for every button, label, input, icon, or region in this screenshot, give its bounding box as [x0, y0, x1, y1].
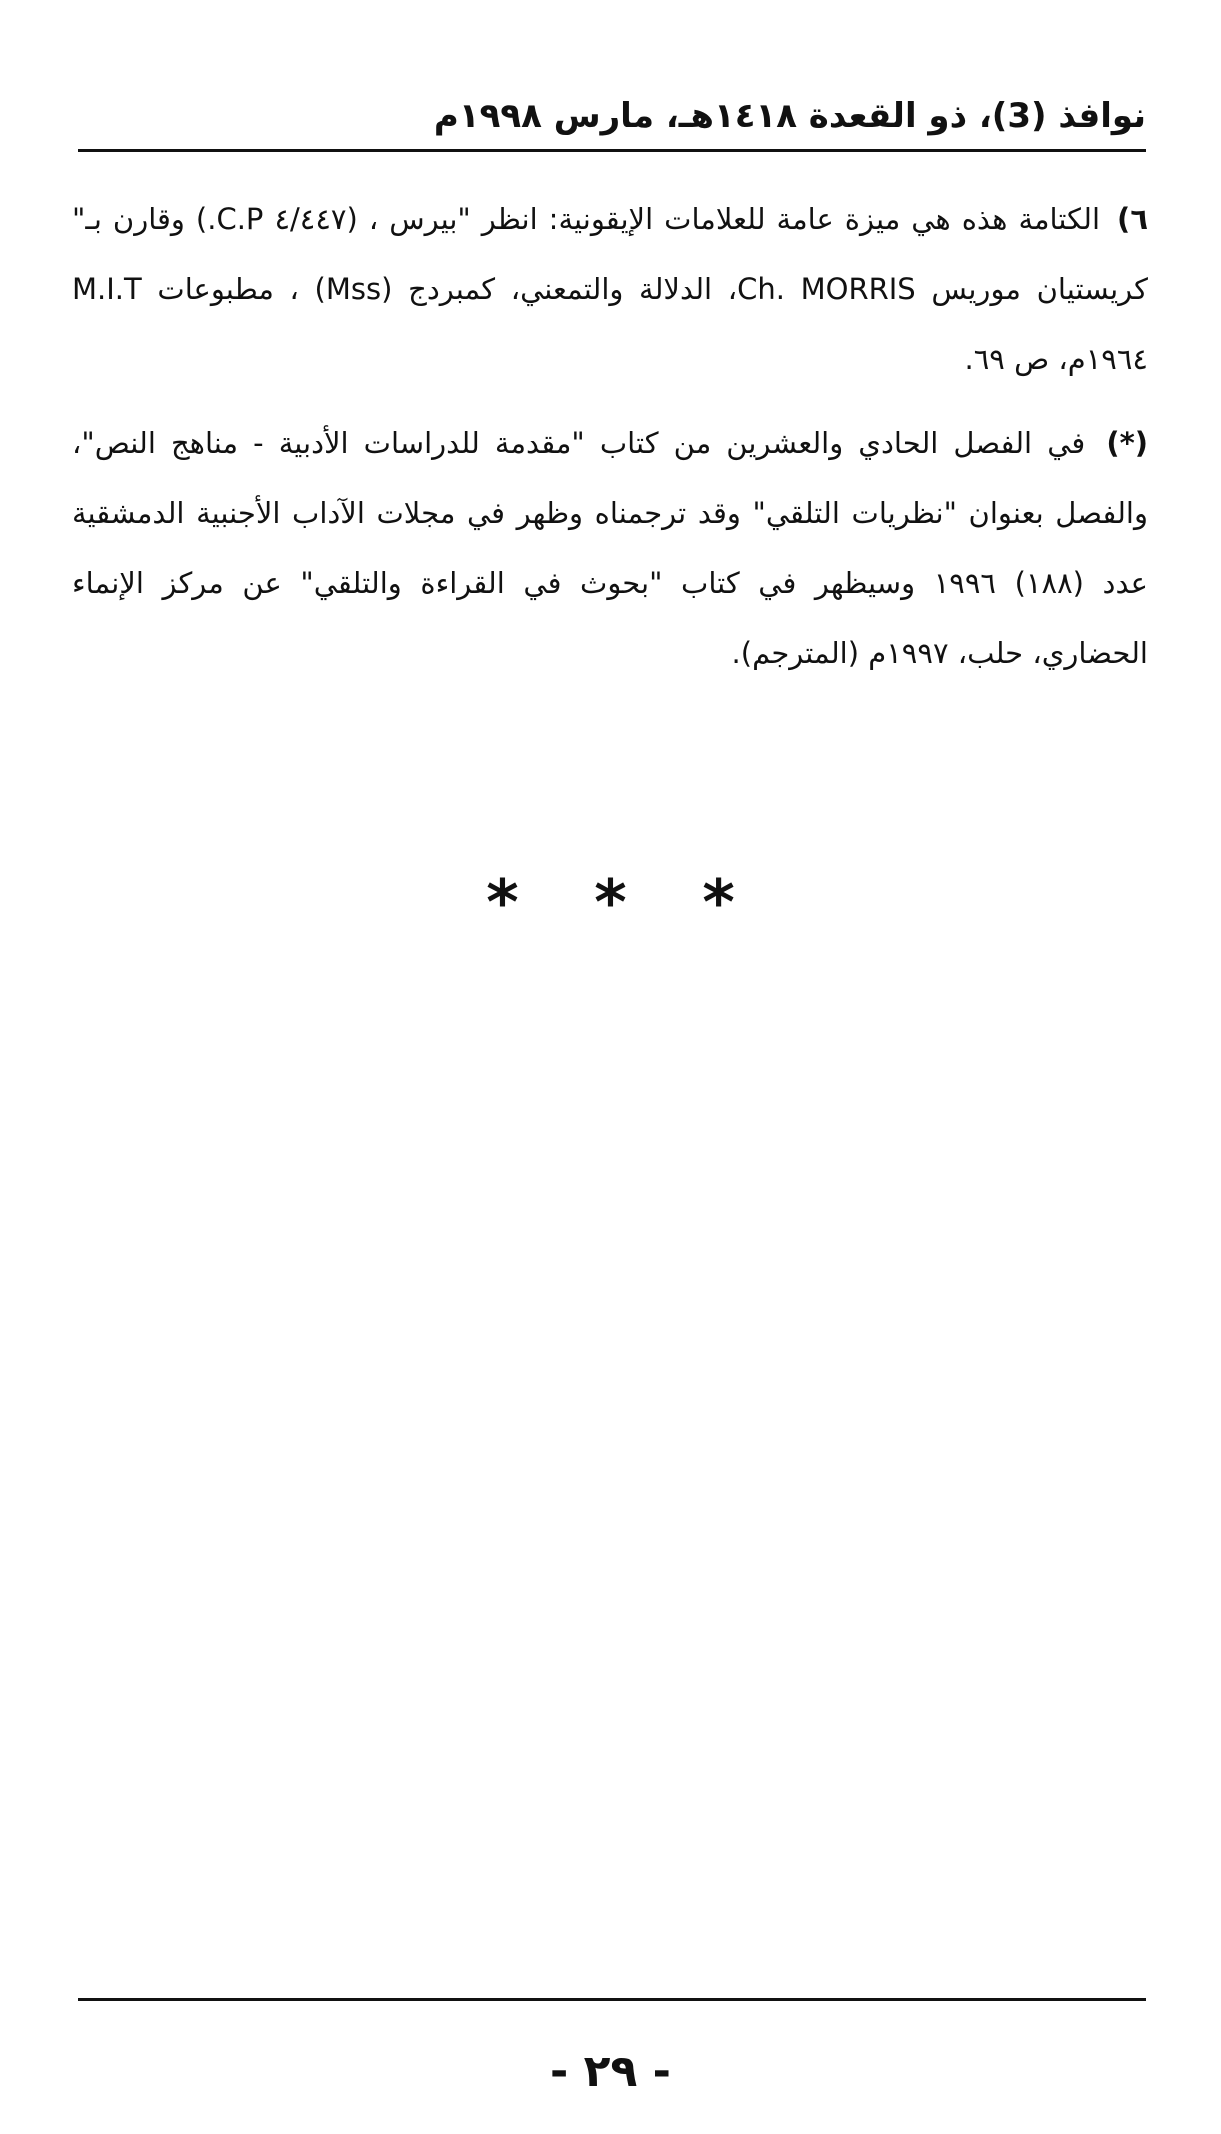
- footnote-6: [72, 184, 1148, 394]
- section-separator: [0, 868, 1221, 938]
- header-rule: [78, 149, 1146, 152]
- separator-star: *: [594, 866, 627, 939]
- footnote-marker: (*): [1106, 426, 1149, 460]
- footnote-text: في الفصل الحادي والعشرين من كتاب "مقدمة للدراسات الأدبية - مناهج النص"، والفصل بعنوان "نظريات التلقي" وقد ترجمناه وظهر في مجلات الآداب الأجنبية الدمشقية عدد (١٨٨) ١٩٩٦ وسيظهر في كتاب "بحوث في القراءة والتلقي" عن مركز الإنماء الحضاري، حلب، ١٩٩٧م (المترجم).: [72, 426, 1148, 670]
- separator-star: *: [486, 866, 519, 939]
- footnote-marker: ٦): [1117, 202, 1149, 236]
- footnotes: [72, 184, 1148, 688]
- running-header: نوافذ (3)، ذو القعدة ١٤١٨هـ، مارس ١٩٩٨م: [433, 96, 1146, 136]
- page-number: - ٢٩ -: [550, 2046, 671, 2097]
- separator-star: *: [702, 866, 735, 939]
- footnote-translator: [72, 408, 1148, 688]
- footnote-text: الكتامة هذه هي ميزة عامة للعلامات الإيقونية: انظر "بيرس ، (٤/٤٤٧ C.P.) وقارن بـ" كريستيان موريس Ch. MORRIS، الدلالة والتمعني، كمبردج (Mss) ، مطبوعات M.I.T ١٩٦٤م، ص ٦٩.: [72, 202, 1148, 376]
- footer-rule: [78, 1998, 1146, 2001]
